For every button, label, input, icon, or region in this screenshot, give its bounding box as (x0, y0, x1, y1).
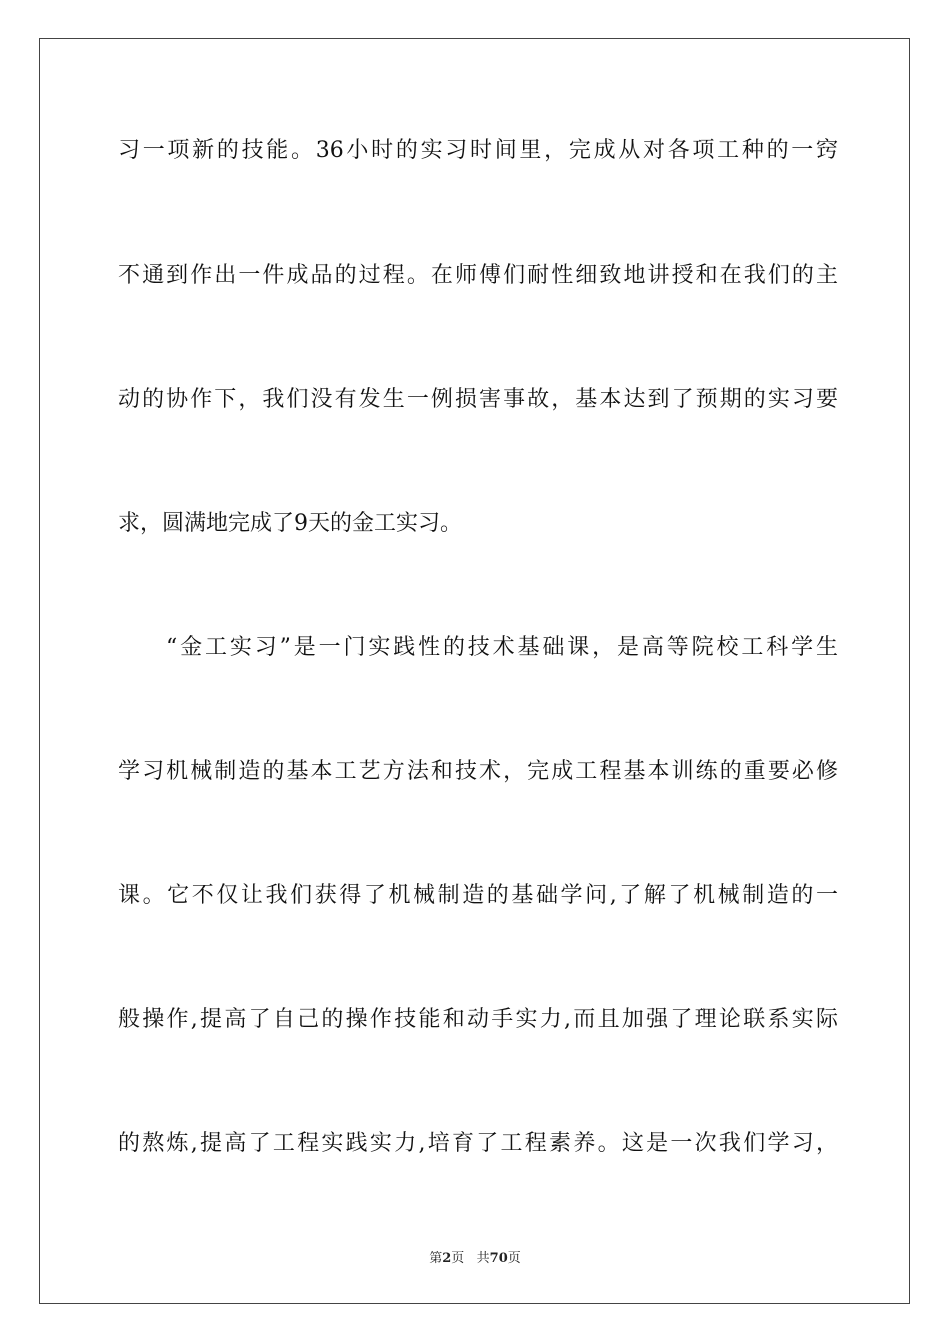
page-middle-text: 页 共 (451, 1251, 490, 1266)
page-prefix: 第 (429, 1251, 443, 1266)
paragraph-first-line: “金工实习”是一门实践性的技术基础课，是高等院校工科学生 (166, 635, 838, 660)
text-line: 的熬炼,提高了工程实践实力,培育了工程素养。这是一次我们学习， (118, 1131, 838, 1156)
page-footer (0, 1247, 950, 1266)
text-line: 动的协作下，我们没有发生一例损害事故，基本达到了预期的实习要 (118, 387, 838, 412)
page-current-number: 2 (442, 1251, 452, 1266)
page-suffix: 页 (507, 1251, 521, 1266)
page-frame (39, 38, 910, 1304)
text-line: 求，圆满地完成了9天的金工实习。 (118, 511, 462, 536)
text-line: 课。它不仅让我们获得了机械制造的基础学问,了解了机械制造的一 (118, 883, 838, 908)
text-line: 学习机械制造的基本工艺方法和技术，完成工程基本训练的重要必修 (118, 759, 838, 784)
page-total-number: 70 (489, 1251, 508, 1266)
text-line: 般操作,提高了自己的操作技能和动手实力,而且加强了理论联系实际 (118, 1007, 838, 1032)
text-line: 不通到作出一件成品的过程。在师傅们耐性细致地讲授和在我们的主 (118, 263, 838, 288)
text-line: 习一项新的技能。36小时的实习时间里，完成从对各项工种的一窍 (118, 138, 838, 163)
